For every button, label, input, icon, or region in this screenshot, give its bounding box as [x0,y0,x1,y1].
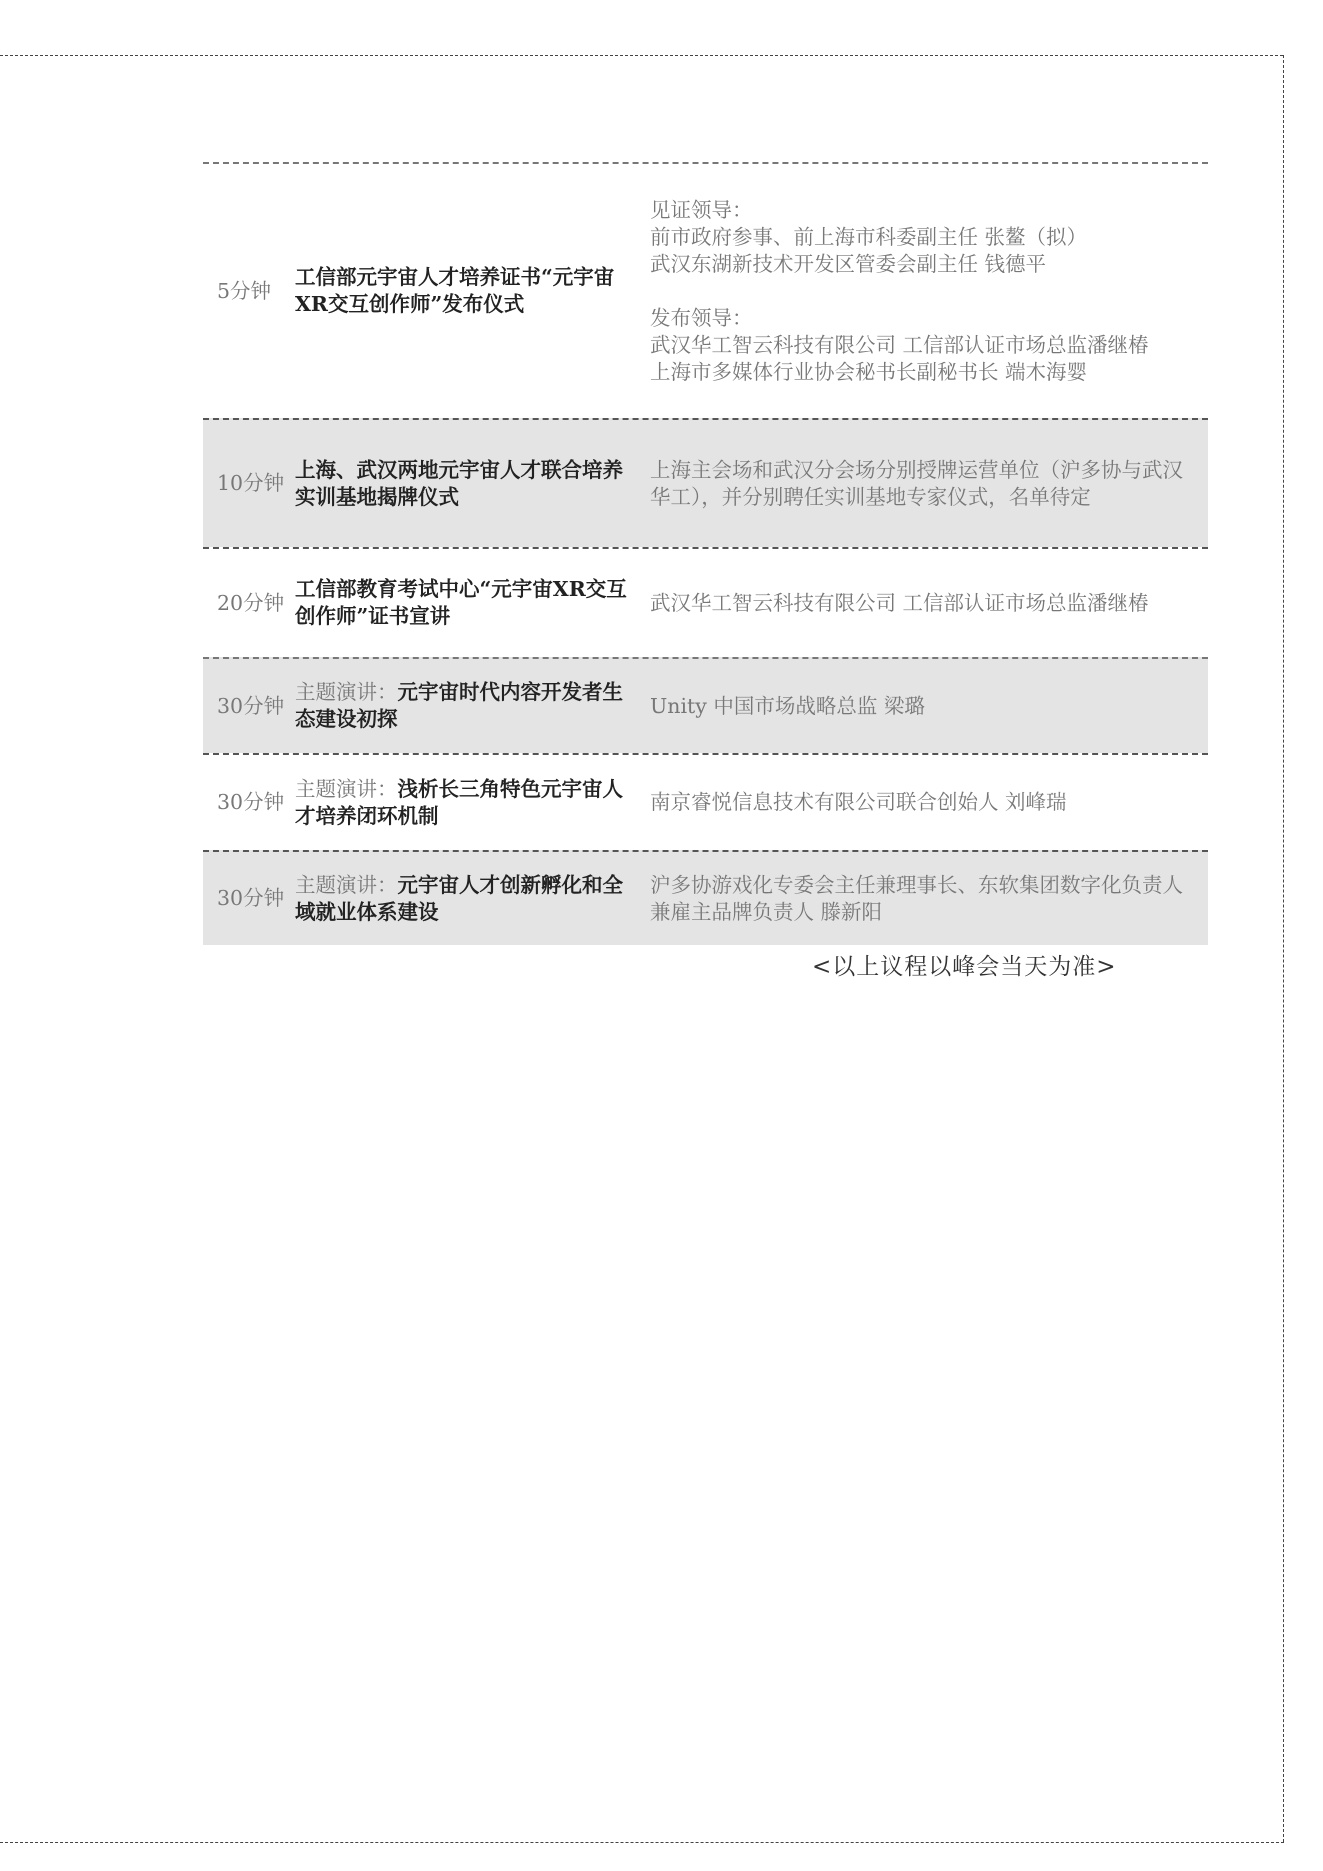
people-line: 发布领导： [650,305,753,330]
people-gap [650,278,1202,305]
agenda-row [203,753,1208,850]
topic-text: 元宇宙时代内容开发者生态建设初探 [295,680,623,731]
agenda-row [203,850,1208,945]
agenda-people: 上海主会场和武汉分会场分别授牌运营单位（沪多协与武汉华工），并分别聘任实训基地专家仪式，名单待定 [650,457,1183,509]
page-frame-top-border [0,55,1283,56]
agenda-people: 武汉华工智云科技有限公司 工信部认证市场总监潘继椿 [650,590,1149,615]
agenda-topic [295,872,650,926]
agenda-time: 10分钟 [217,471,285,495]
topic-text: 元宇宙人才创新孵化和全域就业体系建设 [295,872,623,924]
agenda-row [203,418,1208,547]
agenda-disclaimer: <以上议程以峰会当天为准> [812,954,1117,980]
people-line: 武汉东湖新技术开发区管委会副主任 钱德平 [650,251,1047,276]
agenda-time: 20分钟 [217,590,285,615]
agenda-topic: 上海、武汉两地元宇宙人才联合培养实训基地揭牌仪式 [295,457,623,509]
people-line: 前市政府参事、前上海市科委副主任 张鳌（拟） [650,224,1088,249]
topic-prefix: 主题演讲： [295,776,398,801]
agenda-topic: 工信部元宇宙人才培养证书“元宇宙XR交互创作师”发布仪式 [295,265,615,316]
agenda-topic [295,679,650,733]
page-frame-right-border [1283,55,1284,1842]
agenda-row [203,657,1208,753]
topic-prefix: 主题演讲： [295,872,398,897]
people-line: 上海市多媒体行业协会秘书长副秘书长 端木海婴 [650,359,1088,384]
page-frame-bottom-border [0,1842,1284,1843]
agenda-time: 5分钟 [217,278,272,303]
agenda-row [203,547,1208,657]
agenda-time: 30分钟 [217,886,285,910]
agenda-table [203,162,1208,945]
agenda-people: 沪多协游戏化专委会主任兼理事长、东软集团数字化负责人兼雇主品牌负责人 滕新阳 [650,872,1183,924]
agenda-people: 南京睿悦信息技术有限公司联合创始人 刘峰瑞 [650,790,1067,814]
topic-text: 浅析长三角特色元宇宙人才培养闭环机制 [295,776,623,828]
agenda-topic: 工信部教育考试中心“元宇宙XR交互创作师”证书宣讲 [295,577,627,628]
agenda-time: 30分钟 [217,790,285,814]
people-line: 武汉华工智云科技有限公司 工信部认证市场总监潘继椿 [650,332,1149,357]
agenda-topic [295,776,650,830]
agenda-time: 30分钟 [217,693,285,718]
agenda-people [650,197,1208,386]
people-line: 见证领导： [650,197,753,222]
agenda-row [203,162,1208,418]
topic-prefix: 主题演讲： [295,680,398,704]
agenda-people: Unity 中国市场战略总监 梁璐 [650,693,925,718]
